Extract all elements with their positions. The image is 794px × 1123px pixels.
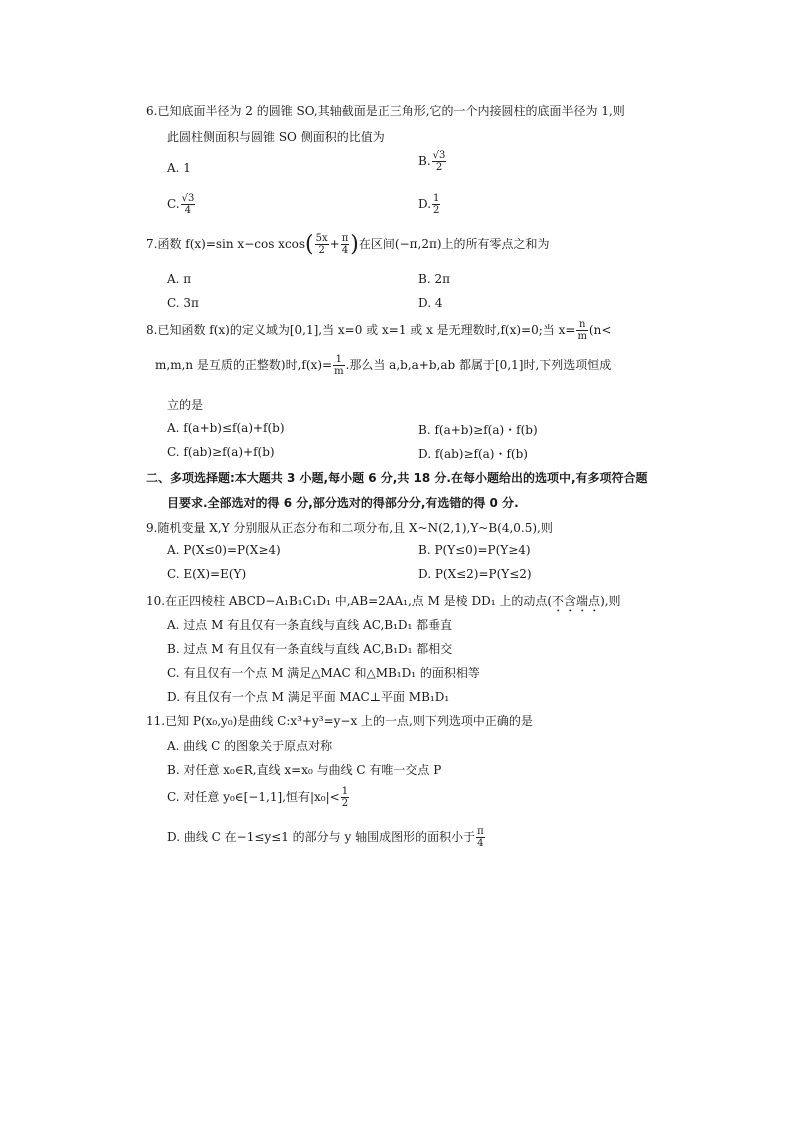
- q10-option-c: C. 有且仅有一个点 M 满足△MAC 和△MB₁D₁ 的面积相等: [167, 666, 480, 680]
- q9-option-c: C. E(X)=E(Y): [167, 567, 247, 581]
- q10-option-d: D. 有且仅有一个点 M 满足平面 MAC⊥平面 MB₁D₁: [167, 690, 450, 704]
- q6-line1: 6.已知底面半径为 2 的圆锥 SO,其轴截面是正三角形,它的一个内接圆柱的底面半径为 1,则: [146, 104, 625, 118]
- q8-option-d: D. f(ab)≥f(a)・f(b): [418, 447, 528, 461]
- q6-line2: 此圆柱侧面积与圆锥 SO 侧面积的比值为: [167, 130, 385, 144]
- q11-option-a: A. 曲线 C 的图象关于原点对称: [167, 739, 333, 753]
- q6-option-a: A. 1: [167, 161, 191, 175]
- q11-option-d: D. 曲线 C 在−1≤y≤1 的部分与 y 轴围成图形的面积小于 $\frac{\pi}{4}$: [167, 826, 484, 849]
- q8-option-a: A. f(a+b)≤f(a)+f(b): [167, 421, 285, 435]
- q8-line1: 8.已知函数 f(x)的定义域为[0,1],当 x=0 或 x=1 或 x 是无理数时,f(x)=0;当 x= $\frac{n}{m}$ (n<: [146, 319, 612, 342]
- q11-option-b: B. 对任意 x₀∈R,直线 x=x₀ 与曲线 C 有唯一交点 P: [167, 763, 442, 777]
- q10-option-a: A. 过点 M 有且仅有一条直线与直线 AC,B₁D₁ 都垂直: [167, 618, 453, 632]
- q7-option-a: A. π: [167, 272, 192, 286]
- q11-stem: 11.已知 P(x₀,y₀)是曲线 C:x³+y³=y−x 上的一点,则下列选项中正确的是: [146, 714, 533, 728]
- q9-stem: 9.随机变量 X,Y 分别服从正态分布和二项分布,且 X~N(2,1),Y~B(4,0.5),则: [146, 521, 553, 535]
- q10-stem: 10.在正四棱柱 ABCD−A₁B₁C₁D₁ 中,AB=2AA₁,点 M 是棱 DD₁ 上的动点(不含端点),则: [146, 594, 621, 608]
- q7-option-c: C. 3π: [167, 296, 199, 310]
- q8-line2: m,m,n 是互质的正整数)时,f(x)= $\frac{1}{m}$ .那么当 a,b,a+b,ab 都属于[0,1]时,下列选项恒成: [155, 354, 612, 377]
- q7-option-b: B. 2π: [418, 272, 450, 286]
- q7-stem: 7.函数 f(x)=sin x−cos xcos( $\frac{5x}{2}$ + $\frac{\pi}{4}$ )在区间(−π,2π)上的所有零点之和为: [146, 232, 550, 257]
- q8-option-c: C. f(ab)≥f(a)+f(b): [167, 445, 275, 459]
- q6-option-b: B. $\frac{√3}{2}$: [418, 150, 446, 173]
- q6-option-c: C. $\frac{√3}{4}$: [167, 193, 195, 216]
- q11-option-c: C. 对任意 y₀∈[−1,1],恒有|x₀|< $\frac{1}{2}$: [167, 786, 349, 809]
- section-instructions: 目要求.全部选对的得 6 分,部分选对的得部分分,有选错的得 0 分.: [167, 496, 519, 510]
- q9-option-a: A. P(X≤0)=P(X≥4): [167, 543, 281, 557]
- q7-option-d: D. 4: [418, 296, 443, 310]
- q9-option-d: D. P(X≤2)=P(Y≤2): [418, 567, 532, 581]
- section-heading: 二、多项选择题:本大题共 3 小题,每小题 6 分,共 18 分.在每小题给出的选项中,有多项符合题: [146, 471, 648, 485]
- q8-line3: 立的是: [167, 398, 204, 412]
- q10-option-b: B. 过点 M 有且仅有一条直线与直线 AC,B₁D₁ 都相交: [167, 642, 453, 656]
- q9-option-b: B. P(Y≤0)=P(Y≥4): [418, 543, 531, 557]
- q8-option-b: B. f(a+b)≥f(a)・f(b): [418, 423, 538, 437]
- q6-option-d: D. $\frac{1}{2}$: [418, 193, 440, 216]
